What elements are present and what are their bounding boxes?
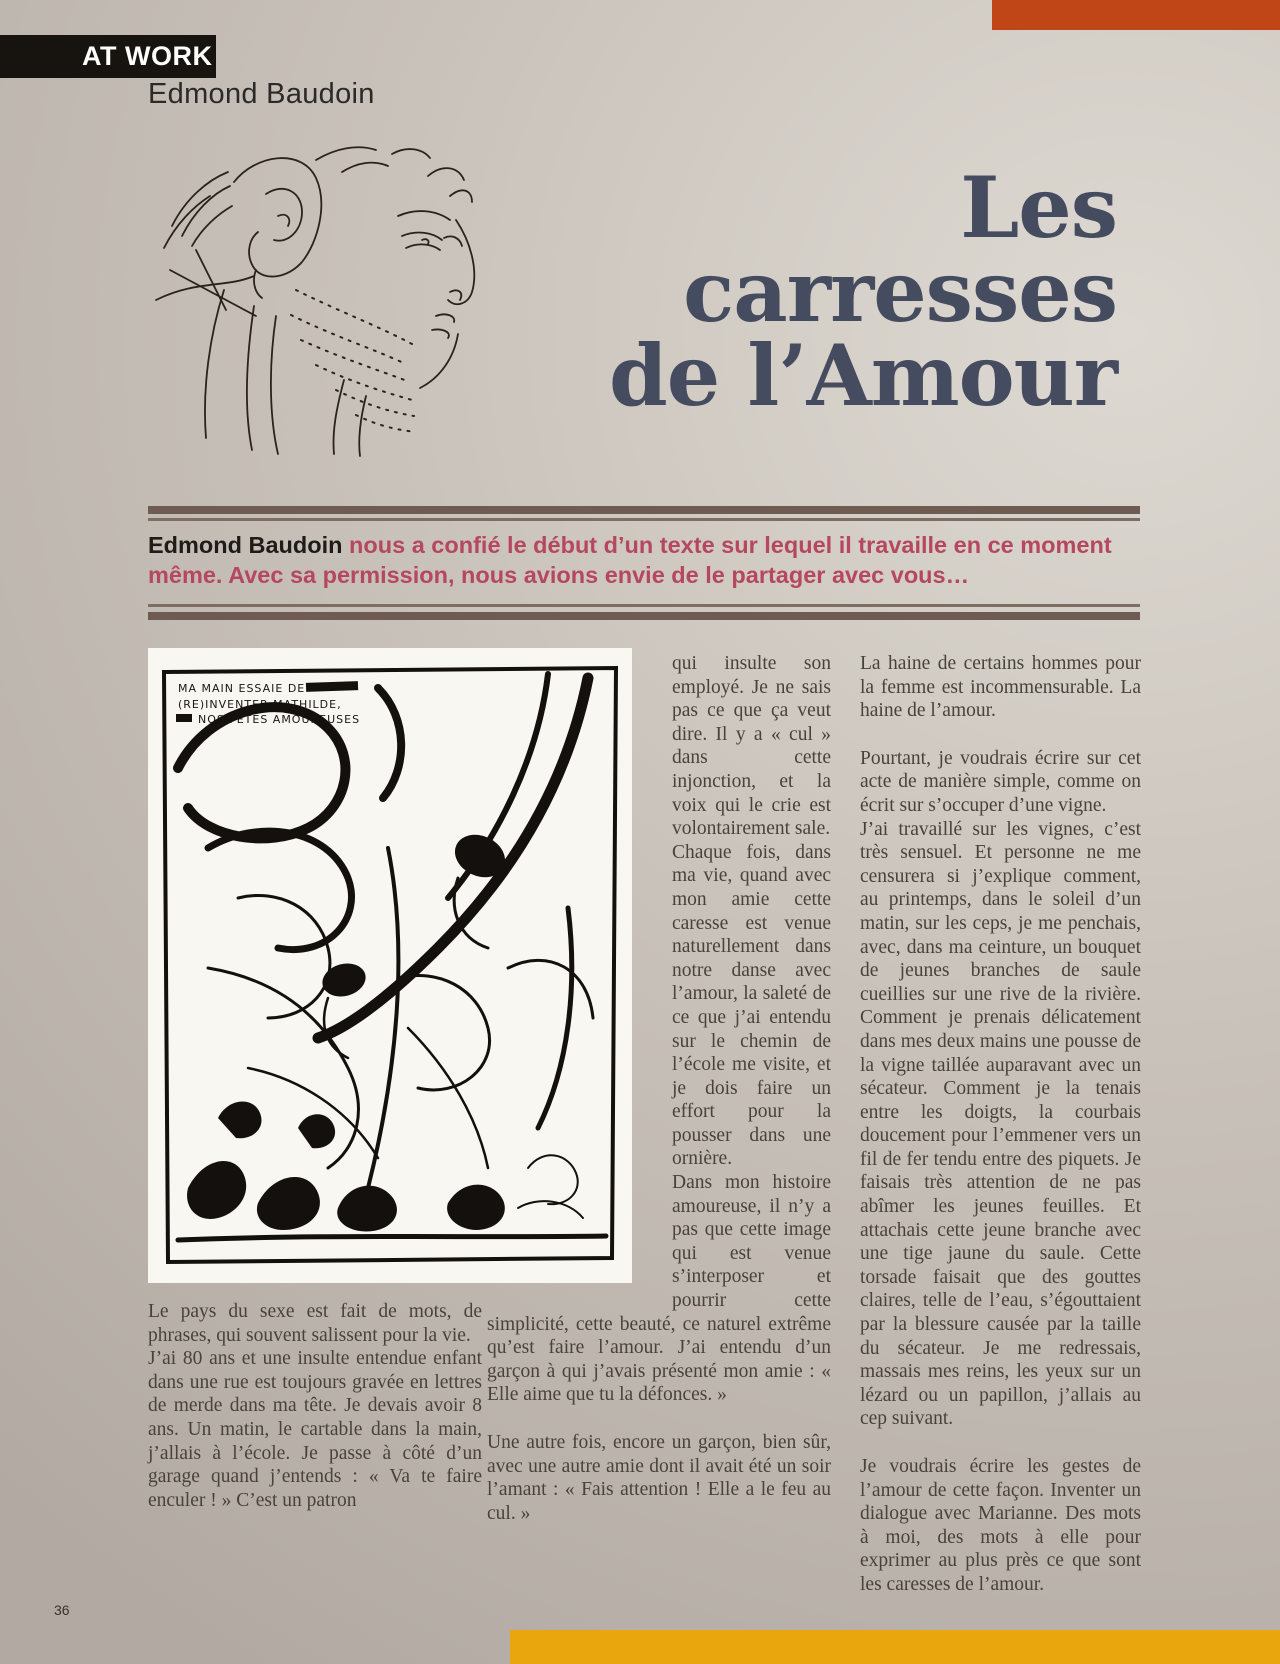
paragraph: La haine de certains hommes pour la femme est incommensurable. La haine de l’amour. <box>860 653 1141 722</box>
paragraph: Pourtant, je voudrais écrire sur cet acte de manière simple, comme on écrit sur s’occuper d’une vigne. <box>860 747 1141 816</box>
divider-rule-top-thick <box>148 506 1140 514</box>
paragraph: J’ai 80 ans et une insulte entendue enfant dans une rue est toujours gravée en lettres de merde dans ma tête. Je devais avoir 8 ans. Un matin, le cartable dans la main, j’allais à l’école. Je passe à côté d’un garage quand j’entends : « Va te faire enculer ! » C’est un patron <box>148 1348 482 1511</box>
paragraph: Dans mon histoire amoureuse, il n’y a pas que cette image qui est venue s’interposer et pourrir cette simplicité, cette beauté, ce naturel extrême qu’est faire l’amour. J’ai entendu d’un garçon à qui j’avais présenté mon amie : « Elle aime que tu la défonces. » <box>487 1172 831 1406</box>
author-portrait-sketch <box>106 120 482 460</box>
divider-rule-bottom-thick <box>148 612 1140 620</box>
illustration-caption-line2: (RE)INVENTER MATHILDE, <box>178 698 342 711</box>
illustration-wrap-spacer <box>487 652 672 1311</box>
column-right <box>860 652 1141 1597</box>
illustration-caption-line1: MA MAIN ESSAIE DE <box>178 682 306 695</box>
paragraph: qui insulte son employé. Je ne sais pas ce que ça veut dire. Il y a « cul » dans cette injonction, et la voix qui le crie est volontairement sale. <box>672 653 831 840</box>
article-title-line2: carresses <box>683 242 1117 341</box>
top-right-accent-bar <box>992 0 1280 30</box>
paragraph: Une autre fois, encore un garçon, bien sûr, avec une autre amie dont il avait été un soir l’amant : « Fais attention ! Elle a le feu au cul. » <box>487 1432 831 1524</box>
illustration-caption-line3: NOS FÊTES AMOUREUSES <box>198 713 361 726</box>
caption-ink-blot <box>306 681 358 692</box>
article-title <box>609 158 1117 425</box>
divider-rule-top-thin <box>148 518 1140 521</box>
column-left <box>148 1300 482 1512</box>
article-title-line1: Les <box>960 158 1117 257</box>
section-badge-label: AT WORK <box>82 41 213 71</box>
column-middle <box>487 652 831 1525</box>
standfirst-author: Edmond Baudoin <box>148 532 343 558</box>
article-title-line3: de l’Amour <box>609 326 1117 425</box>
bottom-accent-bar <box>510 1630 1280 1664</box>
paragraph: J’ai travaillé sur les vignes, c’est très sensuel. Et personne ne me censurera si j’explique comment, au printemps, dans le soleil d’un matin, sur les ceps, je me penchais, avec, dans ma ceinture, un bouquet de jeunes branches de saule cueillies sur une rive de la rivière. Comment je prenais délicatement dans mes deux mains une pousse de la vigne taillée auparavant avec un sécateur. Comment je la tenais entre les doigts, la courbais doucement pour l’emmener vers un fil de fer tendu entre des piquets. Je faisais très attention de ne pas abîmer les jeunes feuilles. Et attachais cette jeune branche avec une tige jaune du saule. Cette torsade faisait que des gouttes claires, telle de l’eau, s’égouttaient par la blessure causée par la taille du sécateur. Je me redressais, massais mes reins, les yeux sur un lézard ou un papillon, j’allais au cep suivant. <box>860 818 1141 1430</box>
divider-rule-bottom-thin <box>148 604 1140 607</box>
standfirst-text: nous a confié le début d’un texte sur lequel il travaille en ce moment même. Avec sa permission, nous avions envie de le partager avec vous… <box>148 532 1112 588</box>
caption-ink-blot-2 <box>176 714 192 722</box>
paragraph: Je voudrais écrire les gestes de l’amour de cette façon. Inventer un dialogue avec Marianne. Des mots à moi, des mots à elle pour exprimer au plus près ce que sont les caresses de l’amour. <box>860 1456 1141 1595</box>
standfirst <box>148 530 1148 590</box>
paragraph: Chaque fois, dans ma vie, quand avec mon amie cette caresse est venue naturellement dans notre danse avec l’amour, la saleté de ce que j’ai entendu sur le chemin de l’école me visite, et je dois faire un effort pour la pousser dans une ornière. <box>672 841 831 1170</box>
author-name: Edmond Baudoin <box>148 78 375 110</box>
section-badge <box>0 35 216 78</box>
paragraph: Le pays du sexe est fait de mots, de phrases, qui souvent salissent pour la vie. <box>148 1301 482 1346</box>
page-number: 36 <box>54 1602 70 1618</box>
